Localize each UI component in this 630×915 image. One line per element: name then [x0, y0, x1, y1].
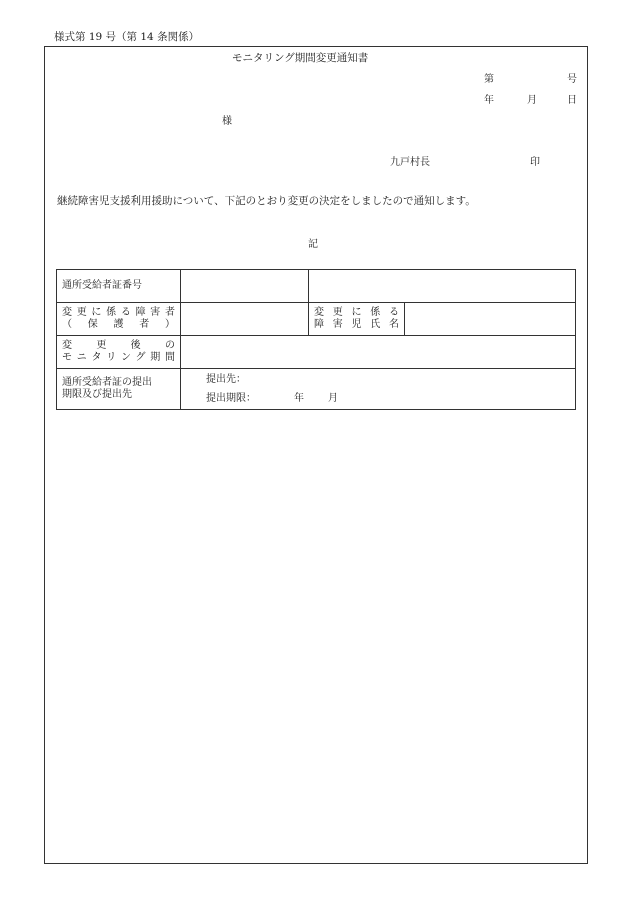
child-name-value — [405, 303, 576, 336]
deadline-label: 提出期限： — [206, 393, 256, 404]
deadline-line — [206, 389, 570, 408]
guardian-value — [181, 303, 309, 336]
submit-to-label: 提出先： — [206, 374, 246, 385]
table-row — [57, 303, 576, 336]
child-name-label: 変更に係る 障害児氏名 — [309, 303, 405, 336]
addressee-honorific: 様 — [222, 116, 232, 127]
submission-value — [181, 369, 576, 410]
deadline-month: 月 — [328, 393, 338, 404]
date-year: 年 — [484, 95, 494, 106]
seal-mark: 印 — [530, 157, 540, 168]
table-row — [57, 336, 576, 369]
body-text: 継続障害児支援利用援助について、下記のとおり変更の決定をしましたので通知します。 — [57, 195, 476, 207]
ki-heading: 記 — [308, 239, 318, 250]
number-prefix: 第 — [484, 74, 494, 85]
issuer-name: 九戸村長 — [390, 157, 430, 168]
submission-label: 通所受給者証の提出 期限及び提出先 — [57, 369, 181, 410]
monitoring-period-value — [181, 336, 576, 369]
receipt-number-extra — [309, 270, 576, 303]
table-row — [57, 369, 576, 410]
document-frame — [44, 46, 588, 864]
monitoring-period-label: 変 更 後 の モニタリング期間 — [57, 336, 181, 369]
table-row — [57, 270, 576, 303]
notification-table — [56, 269, 576, 410]
deadline-year: 年 — [294, 393, 304, 404]
number-suffix: 号 — [567, 74, 577, 85]
date-month: 月 — [527, 95, 537, 106]
receipt-number-label: 通所受給者証番号 — [57, 270, 181, 303]
receipt-number-value — [181, 270, 309, 303]
guardian-label: 変更に係る障害者 （ 保 護 者 ） — [57, 303, 181, 336]
document-title: モニタリング期間変更通知書 — [232, 52, 369, 64]
form-number-label: 様式第 19 号（第 14 条関係） — [54, 31, 200, 43]
date-day: 日 — [567, 95, 577, 106]
